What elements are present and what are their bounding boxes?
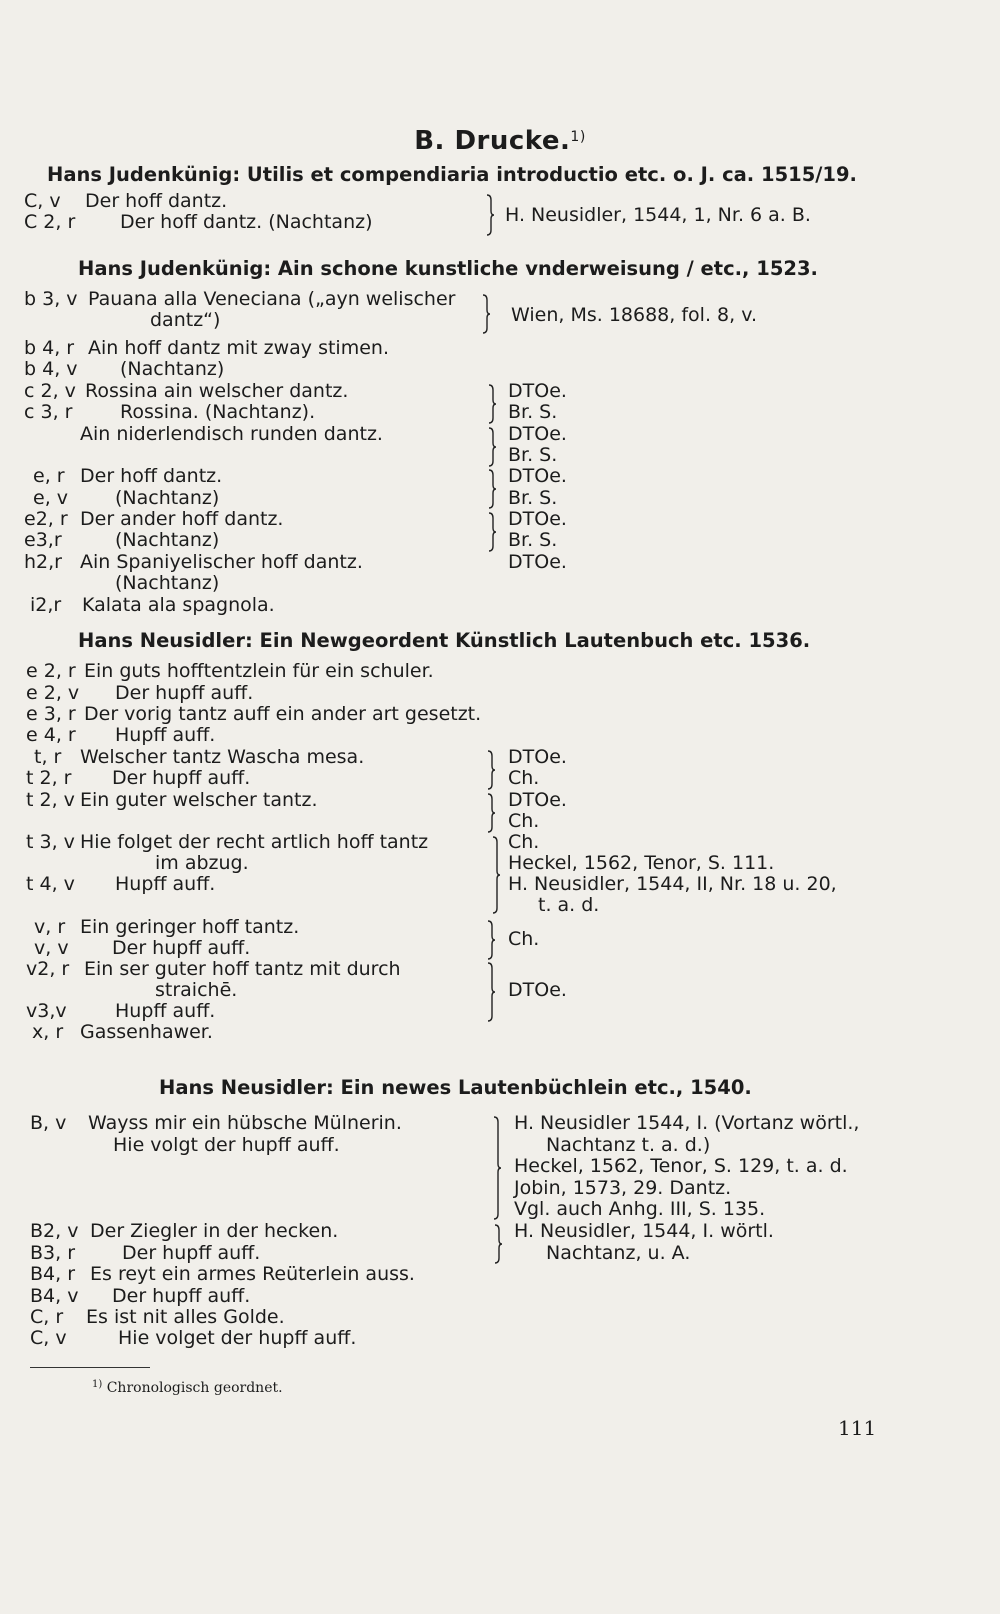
reference: DTOe. bbox=[508, 380, 567, 402]
reference: Ch. bbox=[508, 767, 540, 789]
brace bbox=[493, 1116, 501, 1220]
piece-title: Der hupff auff. bbox=[112, 937, 251, 959]
piece-title: Rossina ain welscher dantz. bbox=[85, 380, 349, 402]
piece-title: Der hupff auff. bbox=[122, 1242, 261, 1264]
folio-code: C, r bbox=[30, 1306, 64, 1328]
folio-code: b 3, v bbox=[24, 288, 78, 310]
piece-title: im abzug. bbox=[155, 852, 249, 874]
folio-code: B2, v bbox=[30, 1220, 79, 1242]
reference: Nachtanz, u. A. bbox=[546, 1242, 691, 1264]
brace bbox=[487, 920, 495, 960]
piece-title: Der hupff auff. bbox=[112, 1285, 251, 1307]
piece-title: Wayss mir ein hübsche Mülnerin. bbox=[88, 1112, 402, 1134]
reference: DTOe. bbox=[508, 551, 567, 573]
piece-title: Ein ser guter hoff tantz mit durch bbox=[84, 958, 401, 980]
brace bbox=[488, 512, 496, 552]
brace bbox=[487, 750, 495, 790]
folio-code: v, v bbox=[34, 937, 69, 959]
reference: Ch. bbox=[508, 928, 540, 950]
folio-code: C, v bbox=[24, 190, 61, 212]
piece-title: Hupff auff. bbox=[115, 873, 216, 895]
brace bbox=[494, 1224, 502, 1264]
footnote-mark: 1) bbox=[570, 129, 586, 145]
piece-title: Der ander hoff dantz. bbox=[80, 508, 284, 530]
piece-title: Gassenhawer. bbox=[80, 1021, 213, 1043]
piece-title: Kalata ala spagnola. bbox=[82, 594, 275, 616]
reference: Br. S. bbox=[508, 401, 558, 423]
folio-code: h2,r bbox=[24, 551, 62, 573]
reference: Br. S. bbox=[508, 529, 558, 551]
folio-code: B3, r bbox=[30, 1242, 76, 1264]
folio-code: e 3, r bbox=[26, 703, 76, 725]
piece-title: Der hupff auff. bbox=[112, 767, 251, 789]
brace bbox=[482, 294, 490, 334]
brace bbox=[488, 427, 496, 467]
piece-title: Der hupff auff. bbox=[115, 682, 254, 704]
piece-title: Hie folget der recht artlich hoff tantz bbox=[80, 831, 429, 853]
reference: H. Neusidler, 1544, II, Nr. 18 u. 20, bbox=[508, 873, 837, 895]
reference: H. Neusidler, 1544, I. wörtl. bbox=[514, 1220, 774, 1242]
folio-code: t 3, v bbox=[26, 831, 75, 853]
folio-code: C, v bbox=[30, 1327, 67, 1349]
folio-code: v3,v bbox=[26, 1000, 67, 1022]
folio-code: x, r bbox=[32, 1021, 64, 1043]
reference: Wien, Ms. 18688, fol. 8, v. bbox=[511, 304, 757, 326]
piece-title: (Nachtanz) bbox=[115, 529, 220, 551]
reference: Nachtanz t. a. d.) bbox=[546, 1134, 711, 1156]
footnote-mark: 1) bbox=[92, 1379, 103, 1390]
reference: Heckel, 1562, Tenor, S. 129, t. a. d. bbox=[514, 1155, 848, 1177]
folio-code: b 4, v bbox=[24, 358, 78, 380]
reference: DTOe. bbox=[508, 465, 567, 487]
reference: Ch. bbox=[508, 831, 540, 853]
folio-code: v, r bbox=[34, 916, 66, 938]
reference: Ch. bbox=[508, 810, 540, 832]
piece-title: Ain Spaniyelischer hoff dantz. bbox=[80, 551, 363, 573]
brace bbox=[487, 962, 495, 1022]
reference: DTOe. bbox=[508, 979, 567, 1001]
folio-code: c 2, v bbox=[24, 380, 76, 402]
piece-title: Der hoff dantz. (Nachtanz) bbox=[120, 211, 373, 233]
folio-code: t 2, r bbox=[26, 767, 72, 789]
reference: Br. S. bbox=[508, 487, 558, 509]
folio-code: e 2, v bbox=[26, 682, 80, 704]
brace bbox=[492, 836, 500, 914]
piece-title: Ein guter welscher tantz. bbox=[80, 789, 318, 811]
piece-title: Rossina. (Nachtanz). bbox=[120, 401, 316, 423]
piece-title: Ein geringer hoff tantz. bbox=[80, 916, 300, 938]
folio-code: i2,r bbox=[30, 594, 62, 616]
reference: H. Neusidler, 1544, 1, Nr. 6 a. B. bbox=[505, 204, 811, 226]
piece-title: Welscher tantz Wascha mesa. bbox=[80, 746, 365, 768]
folio-code: B4, r bbox=[30, 1263, 76, 1285]
piece-title: (Nachtanz) bbox=[120, 358, 225, 380]
folio-code: e, r bbox=[33, 465, 65, 487]
piece-title: dantz“) bbox=[150, 309, 221, 331]
brace bbox=[486, 194, 494, 236]
folio-code: b 4, r bbox=[24, 337, 75, 359]
section-heading: Hans Neusidler: Ein newes Lautenbüchlein etc., 1540. bbox=[159, 1076, 752, 1099]
footnote: $^{1)}$ Chronologisch geordnet. bbox=[92, 1379, 283, 1396]
folio-code: t, r bbox=[34, 746, 62, 768]
piece-title: (Nachtanz) bbox=[115, 487, 220, 509]
page-title: B. Drucke.$^{1)}$ bbox=[414, 126, 586, 156]
piece-title: Pauana alla Veneciana („ayn welischer bbox=[88, 288, 456, 310]
reference: Vgl. auch Anhg. III, S. 135. bbox=[514, 1198, 766, 1220]
section-heading: Hans Judenkünig: Ain schone kunstliche vnderweisung / etc., 1523. bbox=[78, 257, 818, 280]
folio-code: e2, r bbox=[24, 508, 68, 530]
folio-code: B, v bbox=[30, 1112, 67, 1134]
brace bbox=[488, 384, 496, 424]
piece-title: (Nachtanz) bbox=[115, 572, 220, 594]
piece-title: Hupff auff. bbox=[115, 724, 216, 746]
reference: Heckel, 1562, Tenor, S. 111. bbox=[508, 852, 775, 874]
piece-title: straichē. bbox=[155, 979, 238, 1001]
piece-title: Der vorig tantz auff ein ander art gesetzt. bbox=[84, 703, 482, 725]
folio-code: B4, v bbox=[30, 1285, 79, 1307]
folio-code: C 2, r bbox=[24, 211, 76, 233]
brace bbox=[487, 793, 495, 833]
piece-title: Hie volgt der hupff auff. bbox=[113, 1134, 340, 1156]
page-number: 111 bbox=[838, 1416, 877, 1440]
piece-title: Der Ziegler in der hecken. bbox=[90, 1220, 339, 1242]
reference: DTOe. bbox=[508, 508, 567, 530]
reference: DTOe. bbox=[508, 789, 567, 811]
piece-title: Es reyt ein armes Reüterlein auss. bbox=[90, 1263, 415, 1285]
piece-title: Es ist nit alles Golde. bbox=[86, 1306, 285, 1328]
folio-code: e3,r bbox=[24, 529, 62, 551]
folio-code: t 4, v bbox=[26, 873, 75, 895]
reference: Br. S. bbox=[508, 444, 558, 466]
folio-code: c 3, r bbox=[24, 401, 73, 423]
folio-code: e, v bbox=[33, 487, 69, 509]
piece-title: Ain hoff dantz mit zway stimen. bbox=[88, 337, 389, 359]
piece-title: Hie volget der hupff auff. bbox=[118, 1327, 357, 1349]
brace bbox=[488, 469, 496, 509]
section-heading: Hans Judenkünig: Utilis et compendiaria introductio etc. o. J. ca. 1515/19. bbox=[47, 163, 857, 186]
reference: H. Neusidler 1544, I. (Vortanz wörtl., bbox=[514, 1112, 860, 1134]
reference: DTOe. bbox=[508, 746, 567, 768]
folio-code: v2, r bbox=[26, 958, 70, 980]
footnote-rule bbox=[30, 1367, 150, 1368]
folio-code: e 2, r bbox=[26, 660, 76, 682]
reference: DTOe. bbox=[508, 423, 567, 445]
folio-code: e 4, r bbox=[26, 724, 76, 746]
piece-title: Hupff auff. bbox=[115, 1000, 216, 1022]
piece-title: Ain niderlendisch runden dantz. bbox=[80, 423, 383, 445]
reference: t. a. d. bbox=[538, 894, 600, 916]
folio-code: t 2, v bbox=[26, 789, 75, 811]
piece-title: Der hoff dantz. bbox=[85, 190, 228, 212]
section-heading: Hans Neusidler: Ein Newgeordent Künstlich Lautenbuch etc. 1536. bbox=[78, 629, 811, 652]
piece-title: Ein guts hofftentzlein für ein schuler. bbox=[84, 660, 434, 682]
piece-title: Der hoff dantz. bbox=[80, 465, 223, 487]
reference: Jobin, 1573, 29. Dantz. bbox=[514, 1177, 732, 1199]
